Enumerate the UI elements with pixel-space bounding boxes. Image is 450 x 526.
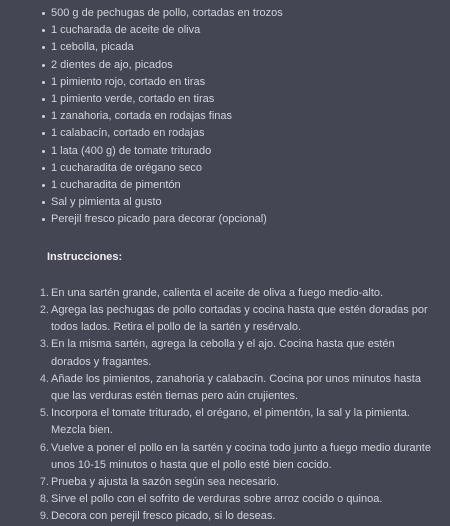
instruction-step [39, 491, 442, 508]
step-number: 4. [39, 372, 49, 385]
instruction-step [39, 336, 442, 370]
step-text: En una sartén grande, calienta el aceite de oliva a fuego medio-alto. [51, 286, 384, 299]
step-number: 2. [39, 304, 49, 317]
instructions-heading: Instrucciones: [47, 250, 123, 263]
step-text: Sirve el pollo con el sofrito de verduras sobre arroz cocido o quinoa. [51, 493, 383, 506]
ingredient-item: 1 calabacín, cortado en rodajas [51, 125, 442, 142]
instructions-list [0, 285, 442, 526]
step-number: 9. [39, 510, 49, 523]
ingredient-item: 2 dientes de ajo, picados [51, 57, 442, 74]
step-number: 6. [39, 441, 49, 454]
step-text: Añade los pimientos, zanahoria y calabacín. Cocina por unos minutos hasta que las verduras estén tiernas pero aún crujientes. [51, 372, 421, 403]
ingredient-item: Sal y pimienta al gusto [51, 194, 442, 211]
step-text: Incorpora el tomate triturado, el orégano, el pimentón, la sal y la pimienta. Mezcla bien. [51, 407, 410, 437]
ingredient-item: 500 g de pechugas de pollo, cortadas en trozos [51, 5, 442, 22]
ingredients-list [0, 0, 442, 229]
instruction-step [39, 302, 442, 336]
instruction-step [39, 474, 442, 491]
step-number: 8. [39, 493, 49, 506]
ingredient-item: 1 cucharada de aceite de oliva [51, 22, 442, 39]
instruction-step [39, 371, 442, 405]
ingredient-item: 1 cucharadita de pimentón [51, 177, 442, 194]
instruction-step [39, 508, 442, 525]
step-text: En la misma sartén, agrega la cebolla y el ajo. Cocina hasta que estén dorados y fragantes. [51, 338, 395, 368]
step-text: Decora con perejil fresco picado, si lo deseas. [51, 510, 276, 523]
step-text: Agrega las pechugas de pollo cortadas y cocina hasta que estén doradas por todos lados. Retira el pollo de la sartén y resérvalo. [51, 304, 428, 334]
ingredient-item: 1 lata (400 g) de tomate triturado [51, 143, 442, 160]
ingredient-item: 1 cucharadita de orégano seco [51, 160, 442, 177]
step-text: Vuelve a poner el pollo en la sartén y cocina todo junto a fuego medio durante unos 10-15 minutos o hasta que el pollo esté bien cocido. [51, 441, 431, 471]
step-number: 7. [39, 476, 49, 489]
step-number: 5. [39, 407, 49, 420]
ingredient-item: 1 cebolla, picada [51, 39, 442, 56]
ingredient-item: Perejil fresco picado para decorar (opcional) [51, 211, 442, 228]
ingredient-item: 1 zanahoria, cortada en rodajas finas [51, 108, 442, 125]
instruction-step [39, 440, 442, 474]
ingredient-item: 1 pimiento verde, cortado en tiras [51, 91, 442, 108]
step-text: Prueba y ajusta la sazón según sea necesario. [51, 476, 280, 489]
instruction-step [39, 405, 442, 439]
instruction-step [39, 285, 442, 302]
ingredient-item: 1 pimiento rojo, cortado en tiras [51, 74, 442, 91]
step-number: 1. [39, 286, 49, 299]
step-number: 3. [39, 338, 49, 351]
